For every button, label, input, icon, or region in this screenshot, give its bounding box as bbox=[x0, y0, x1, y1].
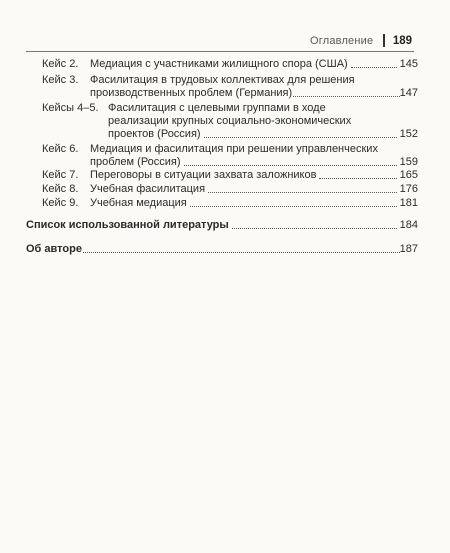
entry-label: Кейс 2. bbox=[42, 58, 79, 70]
dot-leader bbox=[208, 191, 397, 193]
dot-leader bbox=[293, 95, 399, 97]
entry-title: Учебная фасилитация bbox=[90, 183, 206, 195]
dot-leader bbox=[83, 251, 400, 253]
entry-title: Список использованной литературы bbox=[26, 219, 229, 231]
entry-page: 176 bbox=[399, 183, 418, 195]
entry-title: реализации крупных социально-экономических bbox=[108, 115, 352, 127]
toc-entry-references bbox=[26, 219, 418, 232]
header-separator bbox=[383, 34, 385, 47]
toc-entry-cases-4-5 bbox=[42, 102, 418, 141]
header-rule bbox=[26, 51, 414, 52]
entry-title: производственных проблем (Германия) bbox=[90, 87, 293, 99]
entry-page: 187 bbox=[399, 243, 418, 255]
entry-title: проблем (Россия) bbox=[90, 156, 181, 168]
section-title: Оглавление bbox=[309, 34, 374, 47]
running-head bbox=[310, 34, 412, 47]
entry-title: проектов (Россия) bbox=[108, 128, 201, 140]
entry-page: 181 bbox=[399, 197, 418, 209]
toc-entry-case-3 bbox=[42, 74, 418, 100]
dot-leader bbox=[319, 177, 396, 179]
entry-page: 159 bbox=[399, 156, 418, 168]
entry-title: Переговоры в ситуации захвата заложников bbox=[90, 169, 317, 181]
entry-page: 152 bbox=[399, 128, 418, 140]
entry-label: Кейс 9. bbox=[42, 197, 79, 209]
entry-label: Кейс 7. bbox=[42, 169, 79, 181]
entry-title: Медиация и фасилитация при решении управленческих bbox=[90, 143, 378, 155]
dot-leader bbox=[190, 205, 397, 207]
dot-leader bbox=[184, 164, 397, 166]
toc-entry-case-2 bbox=[42, 58, 418, 71]
entry-title: Фасилитация с целевыми группами в ходе bbox=[108, 102, 326, 114]
toc-entry-case-7 bbox=[42, 169, 418, 182]
entry-title: Об авторе bbox=[26, 243, 82, 255]
entry-title: Учебная медиация bbox=[90, 197, 187, 209]
toc-entry-about-author bbox=[26, 243, 418, 256]
entry-page: 145 bbox=[399, 58, 418, 70]
entry-label: Кейс 8. bbox=[42, 183, 79, 195]
entry-label: Кейс 3. bbox=[42, 74, 79, 86]
toc-entry-case-9 bbox=[42, 197, 418, 210]
entry-page: 147 bbox=[399, 87, 418, 99]
dot-leader bbox=[351, 66, 397, 68]
page-number: 189 bbox=[392, 34, 412, 47]
entry-title: Медиация с участниками жилищного спора (США) bbox=[90, 58, 348, 70]
entry-page: 184 bbox=[399, 219, 418, 231]
entry-label: Кейс 6. bbox=[42, 143, 79, 155]
toc-entry-case-8 bbox=[42, 183, 418, 196]
entry-label: Кейсы 4–5. bbox=[42, 102, 99, 114]
dot-leader bbox=[232, 227, 397, 229]
entry-title: Фасилитация в трудовых коллективах для решения bbox=[90, 74, 355, 86]
dot-leader bbox=[204, 136, 397, 138]
entry-page: 165 bbox=[399, 169, 418, 181]
toc-entry-case-6 bbox=[42, 143, 418, 169]
